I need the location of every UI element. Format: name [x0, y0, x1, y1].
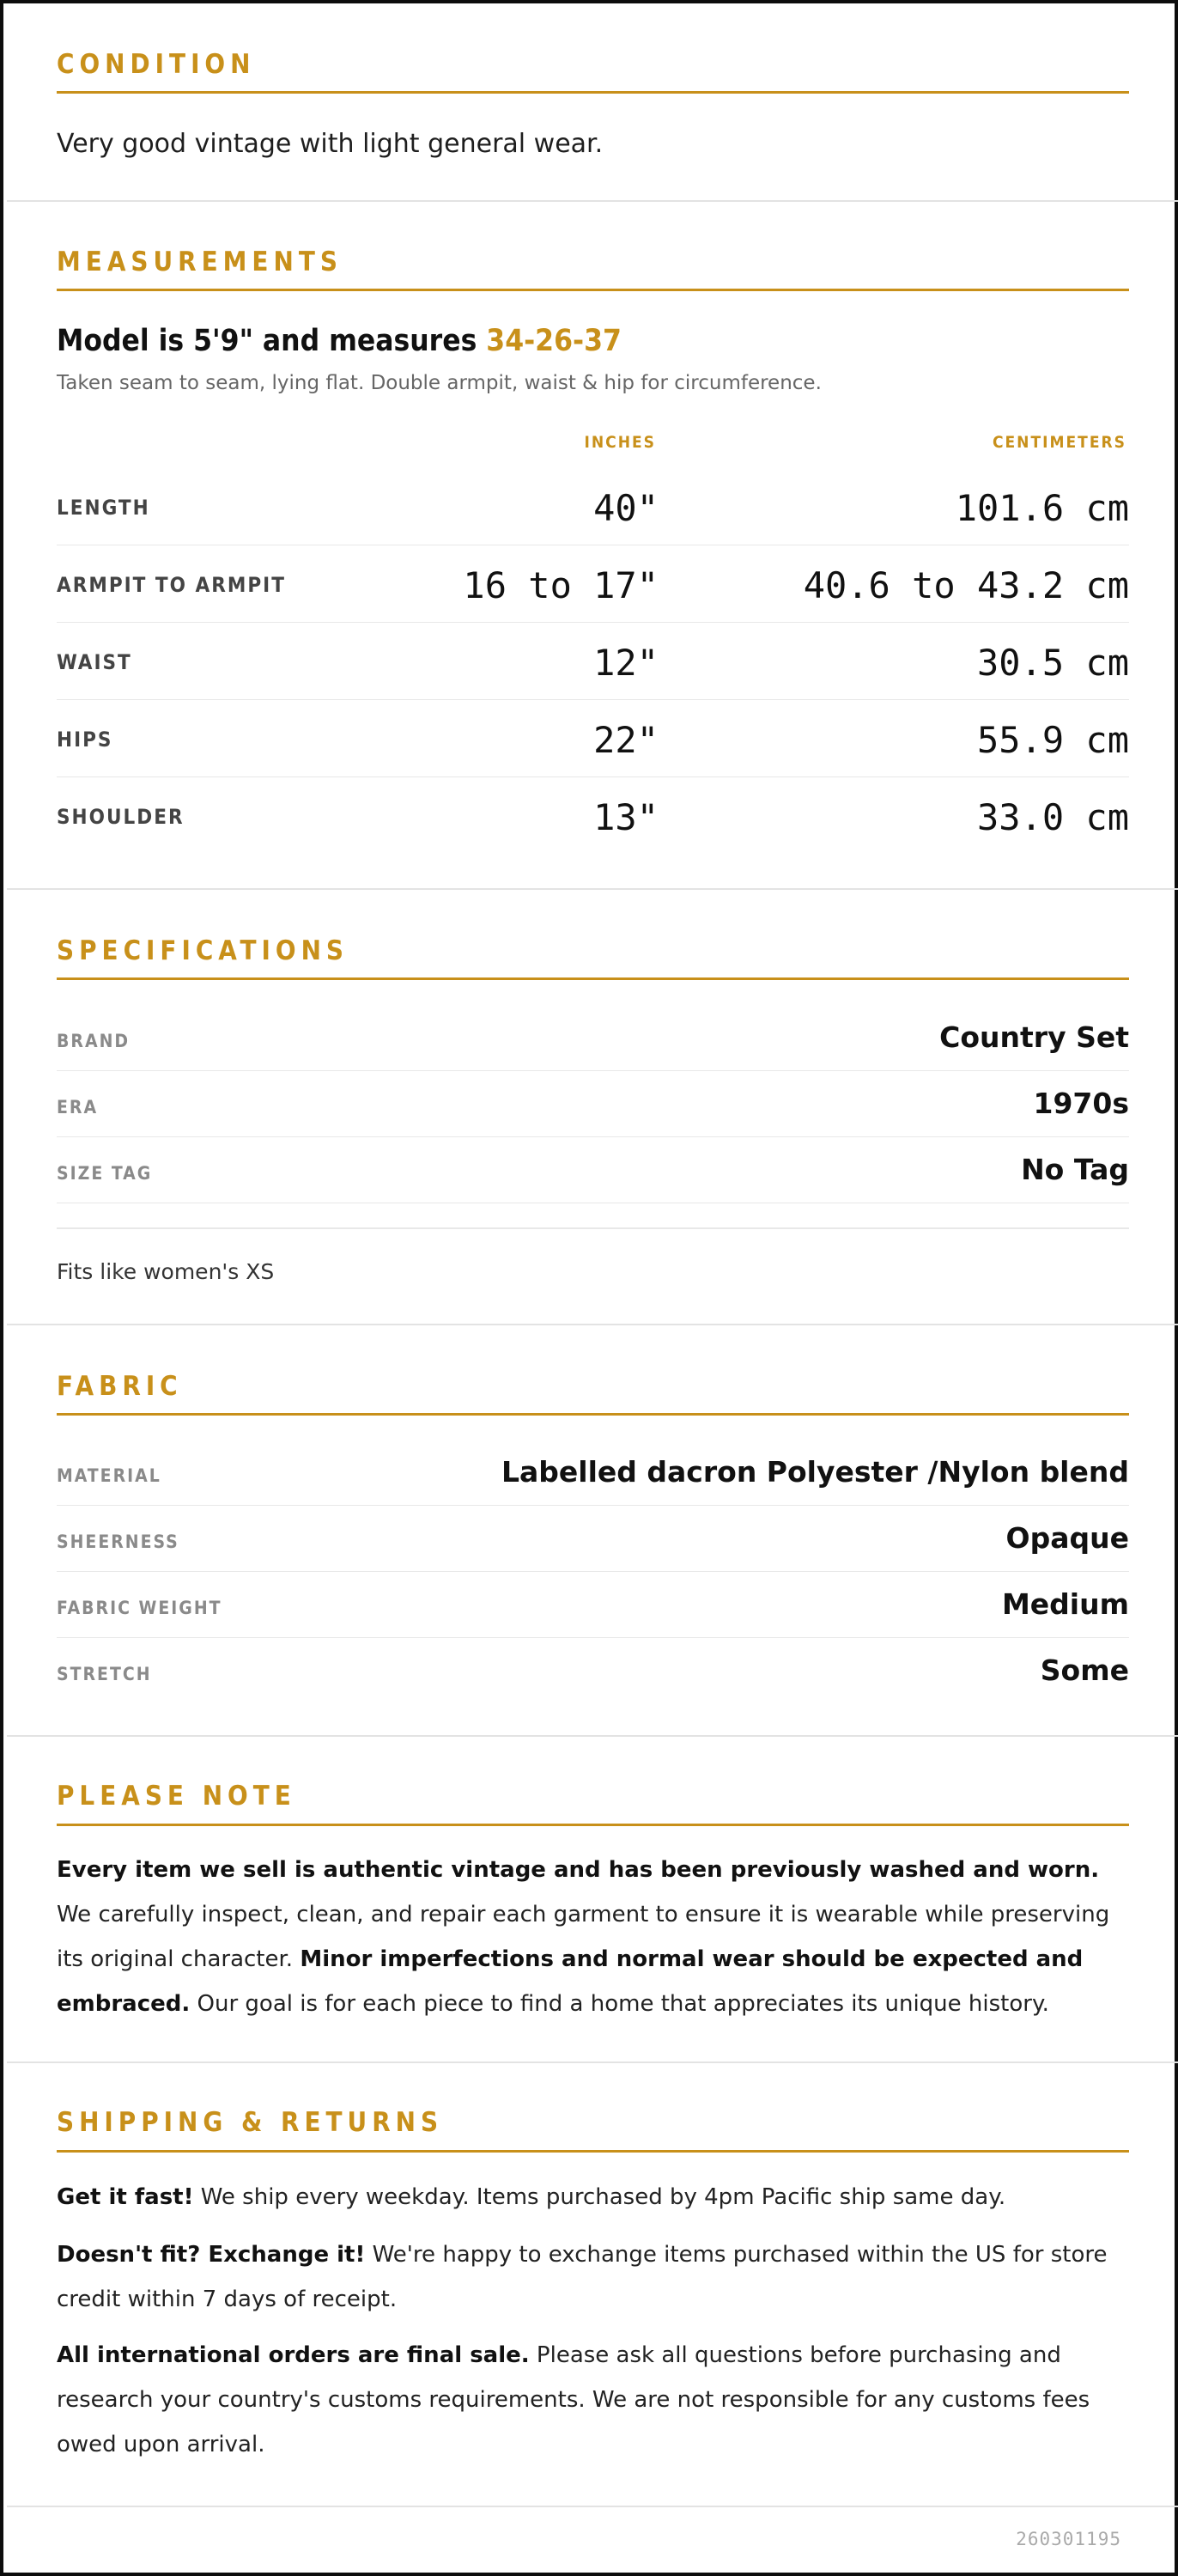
- note-bold: Every item we sell is authentic vintage and has been previously washed and worn.: [57, 1857, 1100, 1883]
- divider: [57, 1227, 1129, 1229]
- measurement-label: HIPS: [57, 728, 113, 752]
- model-prefix: Model is 5'9" and measures: [57, 324, 487, 358]
- section-divider: [57, 289, 1129, 291]
- model-measurements: [57, 324, 622, 358]
- shipping-text: Please ask all questions before purchasing and research your country's customs requirements. We are not responsible for any customs fees owed upon arrival.: [57, 2342, 1090, 2457]
- measurement-label: ARMPIT TO ARMPIT: [57, 573, 286, 597]
- section-title: CONDITION: [57, 49, 256, 80]
- measurement-row: [57, 623, 1129, 700]
- fabric-row-material: [57, 1440, 1129, 1506]
- measurement-note: Taken seam to seam, lying flat. Double armpit, waist & hip for circumference.: [57, 372, 822, 394]
- spec-label: STRETCH: [57, 1664, 152, 1684]
- fabric-section: [7, 1325, 1178, 1737]
- measurement-row: [57, 545, 1129, 623]
- measurement-cm: 40.6 to 43.2 cm: [803, 564, 1129, 606]
- spec-value: Opaque: [1005, 1521, 1129, 1555]
- measurement-cm: 33.0 cm: [976, 796, 1129, 838]
- section-divider: [57, 1413, 1129, 1416]
- measurement-inches: 16 to 17": [463, 564, 659, 606]
- measurement-inches: 13": [593, 796, 659, 838]
- section-divider: [57, 2150, 1129, 2153]
- spec-row-era: [57, 1071, 1129, 1137]
- condition-text: Very good vintage with light general wear.: [57, 129, 604, 159]
- section-title: SHIPPING & RETURNS: [57, 2107, 444, 2138]
- section-title: PLEASE NOTE: [57, 1781, 296, 1812]
- spec-value: Country Set: [939, 1020, 1129, 1054]
- shipping-bold: Get it fast!: [57, 2184, 194, 2210]
- shipping-text: We ship every weekday. Items purchased by 4pm Pacific ship same day.: [193, 2184, 1006, 2210]
- spec-label: MATERIAL: [57, 1465, 161, 1486]
- shipping-bold: All international orders are final sale.: [57, 2342, 530, 2368]
- spec-value: 1970s: [1033, 1087, 1129, 1120]
- measurement-label: WAIST: [57, 650, 132, 674]
- spec-label: ERA: [57, 1097, 99, 1117]
- spec-label: SIZE TAG: [57, 1163, 153, 1184]
- section-divider: [57, 1824, 1129, 1826]
- shipping-exchange-paragraph: [57, 2232, 1129, 2322]
- section-divider: [57, 977, 1129, 980]
- please-note-section: [7, 1737, 1178, 2063]
- measurement-inches: 22": [593, 719, 659, 761]
- section-divider: [57, 91, 1129, 94]
- shipping-international-paragraph: [57, 2333, 1129, 2467]
- spec-label: SHEERNESS: [57, 1532, 179, 1552]
- fabric-row-stretch: [57, 1638, 1129, 1704]
- measurement-row: [57, 700, 1129, 777]
- shipping-bold: Doesn't fit? Exchange it!: [57, 2242, 366, 2268]
- section-title: MEASUREMENTS: [57, 247, 343, 277]
- measurement-row: [57, 468, 1129, 545]
- measurement-label: SHOULDER: [57, 805, 185, 829]
- measurement-inches: 12": [593, 642, 659, 684]
- centimeters-column-header: CENTIMETERS: [992, 433, 1126, 452]
- condition-section: [7, 3, 1178, 202]
- spec-value: Labelled dacron Polyester /Nylon blend: [501, 1455, 1129, 1489]
- note-bold: Minor imperfections and normal wear should be expected and embraced.: [57, 1946, 1084, 2017]
- measurement-cm: 101.6 cm: [955, 487, 1129, 529]
- sku-number: 260301195: [1016, 2529, 1121, 2549]
- fit-note: Fits like women's XS: [57, 1259, 275, 1284]
- section-title: FABRIC: [57, 1371, 183, 1402]
- authenticity-note: [57, 1848, 1129, 2026]
- measurement-cm: 55.9 cm: [976, 719, 1129, 761]
- spec-label: BRAND: [57, 1031, 131, 1051]
- note-text: We carefully inspect, clean, and repair each garment to ensure it is wearable while preserving its original character.: [57, 1902, 1110, 1972]
- measurement-row: [57, 777, 1129, 855]
- measurement-inches: 40": [593, 487, 659, 529]
- spec-value: Medium: [1001, 1587, 1129, 1621]
- note-text: Our goal is for each piece to find a home that appreciates its unique history.: [190, 1991, 1049, 2017]
- measurements-section: [7, 202, 1178, 890]
- fabric-row-weight: [57, 1572, 1129, 1638]
- measurement-label: LENGTH: [57, 496, 150, 520]
- spec-row-size-tag: [57, 1137, 1129, 1203]
- shipping-section: [7, 2063, 1178, 2507]
- spec-value: Some: [1040, 1653, 1129, 1687]
- spec-row-brand: [57, 1005, 1129, 1071]
- spec-label: FABRIC WEIGHT: [57, 1598, 222, 1618]
- specifications-section: [7, 890, 1178, 1325]
- section-title: SPECIFICATIONS: [57, 935, 349, 966]
- shipping-fast-paragraph: [57, 2175, 1129, 2220]
- spec-value: No Tag: [1021, 1153, 1129, 1186]
- measurement-cm: 30.5 cm: [976, 642, 1129, 684]
- model-measures-value: 34-26-37: [486, 324, 622, 358]
- shipping-text: We're happy to exchange items purchased within the US for store credit within 7 days of receipt.: [57, 2242, 1108, 2312]
- inches-column-header: INCHES: [584, 433, 656, 452]
- fabric-row-sheerness: [57, 1506, 1129, 1572]
